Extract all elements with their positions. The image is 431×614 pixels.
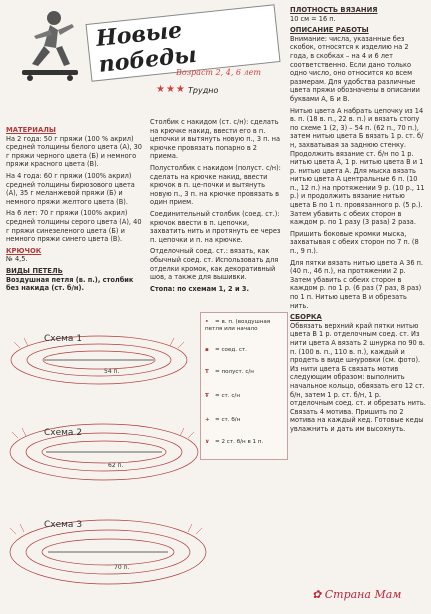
- slip-icon: ▪: [205, 347, 209, 353]
- right-column: [290, 4, 426, 437]
- scheme-1-diagram: [11, 336, 187, 384]
- schemes-drawing: [4, 332, 286, 610]
- materials-6y: На 6 лет: 70 г пряжи (100% акрил) средней толщины серого цвета (А), 40 г пряжи синезеленого цвета (Б) и немного пряжи синего цвета (В).: [6, 209, 142, 244]
- middle-column: [150, 118, 282, 296]
- stitch-finishing: Отделочный соед. ст.: вязать, как обычный соед. ст. Использовать для отделки кромок, как декоративный шов, а также для вышивки.: [150, 247, 279, 282]
- scheme-2-title: Схема 2: [44, 428, 83, 438]
- materials-2y: На 2 года: 50 г пряжи (100 % акрил) средней толщины белого цвета (А), 30 г пряжи черного цвета (Б) и немного пряжи красного цвета (В).: [6, 134, 142, 169]
- difficulty-label: Трудно: [188, 86, 219, 95]
- stitches-heading: ВИДЫ ПЕТЕЛЬ: [6, 266, 63, 275]
- sole-note: Стопа: по схемам 1, 2 и 3.: [150, 284, 249, 293]
- hook-size: № 4,5.: [6, 255, 28, 264]
- age-label: Возраст 2, 4, 6 лет: [176, 68, 261, 77]
- stitch-slip: Соединительный столбик (соед. ст.): крючок ввести в п. цепочки, захватить нить и протянуть ее через п. цепочки и п. на крючке.: [150, 209, 281, 244]
- work-toe: Пришить боковые кромки мыска, захватывая с обеих сторон по 7 п. (8 п., 9 п.).: [290, 229, 419, 256]
- work-note: Внимание: числа, указанные без скобок, относятся к изделию на 2 года, в скобках – на 4 и 6 лет соответственно. Если дано только одно число, оно относится ко всем размерам. Для удобства различные цвета пряжи обозначены в описании буквами А, Б и В.: [290, 34, 420, 103]
- scheme-3-diagram: [10, 520, 206, 584]
- legend-row: • = в. п. (воздушная петля или начало: [205, 319, 271, 332]
- crochet-schemes: [4, 332, 286, 610]
- stitch-chain: Воздушная петля (в. п.), столбик без накида (ст. б/н).: [6, 275, 134, 293]
- density-value: 10 см = 16 п.: [290, 14, 336, 23]
- materials-4y: На 4 года: 60 г пряжи (100% акрил) средней толщины бирюзового цвета (А), 35 г меланжевой пряжи (Б) и немного пряжи желтого цвета (В).: [6, 171, 135, 206]
- scheme-2-diagram: [10, 424, 198, 480]
- assembly-heading: СБОРКА: [290, 313, 322, 322]
- hdc-icon: T: [205, 369, 209, 375]
- scheme-1-count: 54 п.: [104, 368, 120, 375]
- materials-heading: МАТЕРИАЛЫ: [6, 126, 56, 134]
- scheme-3-count: 70 п.: [114, 564, 130, 571]
- scheme-1-title: Схема 1: [44, 334, 83, 344]
- sc2-icon: ∨: [205, 439, 210, 445]
- legend-row: Ŧ = ст. с/н: [205, 393, 240, 399]
- left-column: [6, 124, 144, 296]
- legend-row: + = ст. б/н: [205, 417, 241, 423]
- watermark-icon: ✿: [312, 588, 322, 601]
- hook-heading: КРЮЧОК: [6, 246, 42, 255]
- work-heel: Для пятки вязать нитью цвета А 36 п. (40 п., 46 п.), на протяжении 2 р. Затем убавить с обеих сторон в каждом р. по 1 р. (6 раз (7 раз, 8 раз) по 1 п. Нитью цвета В и обрезать нить.: [290, 258, 424, 310]
- scheme-3-title: Схема 3: [44, 520, 83, 530]
- stitch-hdc: Полустолбик с накидом (полуст. с/н): сделать на крючке накид, ввести крючок в п. це-почки и вытянуть новую п., 3 п. на крючке провязать в один прием.: [150, 163, 281, 207]
- skater-illustration: [14, 8, 84, 88]
- scheme-2-count: 62 п.: [108, 462, 124, 469]
- assembly-text: Обвязать верхний край пятки нитью цвета В 1 р. отделочным соед. ст. Из нити цвета А вязать 2 шнурка по 90 в. п. (100 в. п., 110 в. п.), каждый и продеть в виде шнуровки (см. фото). Из нити цвета Б связать мотив следующим образом: выполнить начальное кольцо, обвязать его 12 ст. б/н, затем 1 р. ст. б/н, 1 р. отделочным соед. ст. и обрезать нить. Связать 4 мотива. Пришить по 2 мотива на каждый кед. Готовые кеды увлажнить и дать им высохнуть.: [290, 321, 426, 433]
- density-heading: ПЛОТНОСТЬ ВЯЗАНИЯ: [290, 6, 378, 14]
- legend-row: ▪ = соед. ст.: [205, 347, 247, 353]
- sc-icon: +: [205, 417, 210, 423]
- legend-row: T = полуст. с/н: [205, 369, 254, 375]
- dc-icon: Ŧ: [205, 393, 209, 399]
- difficulty-stars: ★★★: [156, 84, 186, 95]
- title-block: [6, 2, 278, 94]
- work-sole: Нитью цвета А набрать цепочку из 14 в. п. (18 в. п., 22 в. п.) и вязать стопу по схеме 1 (2, 3) – 54 п. (62 п., 70 п.), затем нитью цвета Б вязать 1 р. ст. б/н, захватывая за заднюю стенку. Продолжить вязание ст. б/н по 1 р. нитью цвета А, 1 р. нитью цвета В и 1 р. нитью цвета А. Для мыска вязать нитью цвета А центральные 6 п. (10 п., 12 п.) на протяжении 9 р. (10 р., 11 р.) и продолжить вязание нитью цвета Б по 1 п. провязанного р. (5 р.). Затем убавить с обеих сторон в каждом р. по 1 разу (3 раза) 2 раза.: [290, 106, 425, 227]
- chain-icon: •: [205, 319, 209, 325]
- watermark: ✿ Страна Мам: [312, 588, 402, 601]
- legend-row: ∨ = 2 ст. б/н в 1 п.: [205, 439, 264, 445]
- work-heading: ОПИСАНИЕ РАБОТЫ: [290, 26, 369, 35]
- page-title: Новые победы: [85, 4, 280, 82]
- stitch-dc: Столбик с накидом (ст. с/н): сделать на крючке накид, ввести его в п. цепочки и вытянуть новую п., 3 п. на крючке провязать попарно в 2 приема.: [150, 118, 280, 161]
